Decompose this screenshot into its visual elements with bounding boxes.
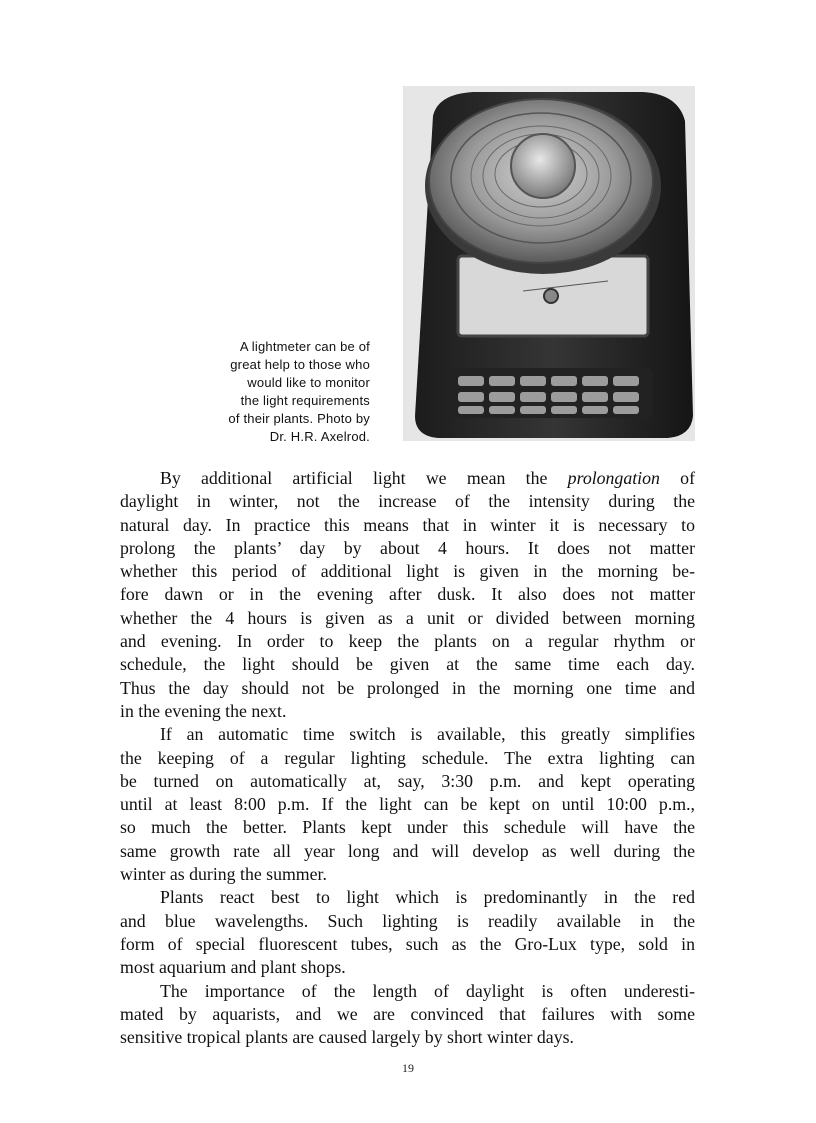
text-line: whether the 4 hours is given as a unit or divided between morning bbox=[120, 607, 695, 628]
text-line: until at least 8:00 p.m. If the light can be kept on until 10:00 p.m., bbox=[120, 794, 695, 815]
text-line: prolong the plants’ day by about 4 hours. It does not matter bbox=[120, 537, 695, 558]
text-line: Thus the day should not be prolonged in the morning one time and bbox=[120, 677, 695, 698]
paragraph-1 bbox=[120, 467, 695, 723]
text-line: By additional artificial light we mean the prolongation of bbox=[160, 468, 695, 488]
text-line: schedule, the light should be given at the same time each day. bbox=[120, 654, 695, 675]
photo-caption bbox=[150, 338, 370, 446]
paragraph-3 bbox=[120, 886, 695, 979]
text-line: The importance of the length of daylight is often underesti- bbox=[160, 980, 695, 1001]
emphasis-word: prolongation bbox=[567, 468, 660, 488]
text-line: fore dawn or in the evening after dusk. It also does not matter bbox=[120, 584, 695, 605]
text-line: natural day. In practice this means that in winter it is necessary to bbox=[120, 514, 695, 535]
text-line: so much the better. Plants kept under this schedule will have the bbox=[120, 817, 695, 838]
caption-line: great help to those who bbox=[230, 357, 370, 372]
body-text bbox=[120, 467, 695, 1049]
text-line: and evening. In order to keep the plants on a regular rhythm or bbox=[120, 631, 695, 652]
text-line: Plants react best to light which is predominantly in the red bbox=[160, 887, 695, 908]
text-line: be turned on automatically at, say, 3:30 p.m. and kept operating bbox=[120, 770, 695, 791]
caption-line: would like to monitor bbox=[247, 375, 370, 390]
lightmeter-photo bbox=[403, 86, 695, 441]
caption-line: Dr. H.R. Axelrod. bbox=[269, 429, 370, 444]
text-line: winter as during the summer. bbox=[120, 864, 327, 885]
text-line: sensitive tropical plants are caused largely by short winter days. bbox=[120, 1027, 574, 1048]
text-line: If an automatic time switch is available, this greatly simplifies bbox=[160, 724, 695, 745]
text-line: and blue wavelengths. Such lighting is readily available in the bbox=[120, 910, 695, 931]
page-number: 19 bbox=[402, 1061, 414, 1075]
text-line: mated by aquarists, and we are convinced that failures with some bbox=[120, 1003, 695, 1024]
caption-line: A lightmeter can be of bbox=[239, 339, 370, 354]
paragraph-4 bbox=[120, 980, 695, 1050]
text-line: form of special fluorescent tubes, such as the Gro-Lux type, sold in bbox=[120, 933, 695, 954]
caption-line: the light requirements bbox=[240, 393, 370, 408]
paragraph-2 bbox=[120, 723, 695, 886]
text-line: whether this period of additional light is given in the morning be- bbox=[120, 561, 695, 582]
text-line: in the evening the next. bbox=[120, 700, 287, 721]
text-line: daylight in winter, not the increase of the intensity during the bbox=[120, 491, 695, 512]
text-line: same growth rate all year long and will develop as well during the bbox=[120, 840, 695, 861]
caption-line: of their plants. Photo by bbox=[228, 411, 370, 426]
text-line: most aquarium and plant shops. bbox=[120, 957, 346, 978]
text-line: the keeping of a regular lighting schedule. The extra lighting can bbox=[120, 747, 695, 768]
